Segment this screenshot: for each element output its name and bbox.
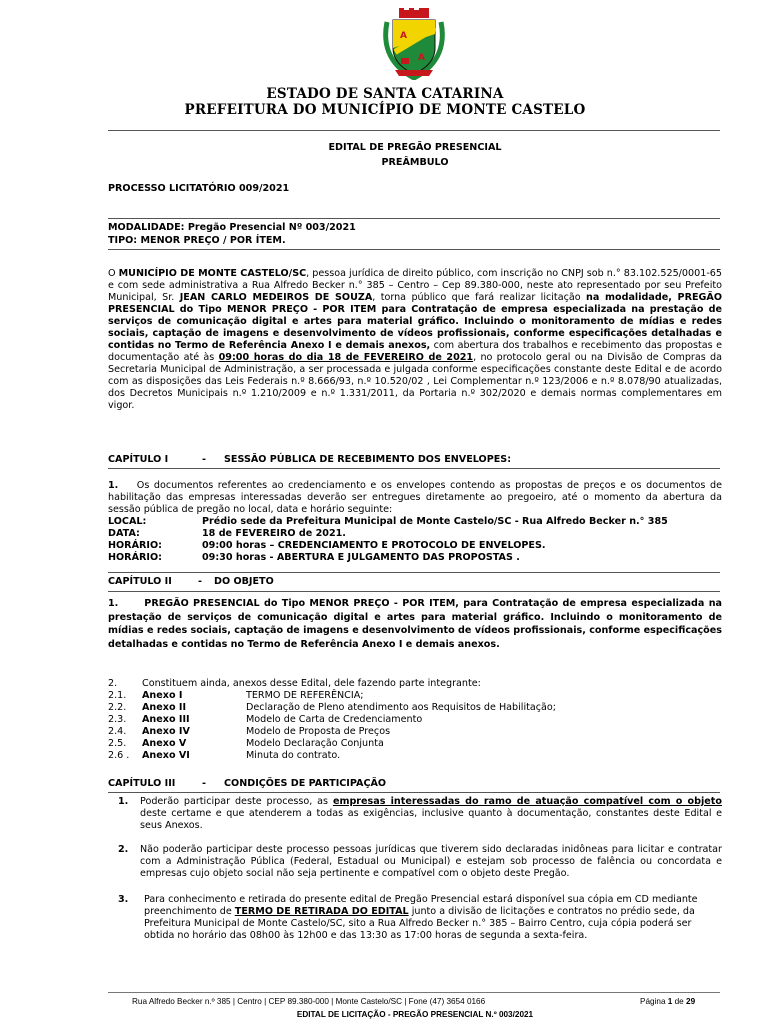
- data-label: DATA:: [108, 528, 140, 539]
- local-value: Prédio sede da Prefeitura Municipal de Monte Castelo/SC - Rua Alfredo Becker n.° 385: [202, 516, 668, 527]
- annex-name: Anexo II: [142, 702, 187, 713]
- annex-name: Anexo VI: [142, 750, 190, 761]
- chapter-2-dash: -: [198, 576, 202, 587]
- footer-page-number: Página 1 de 29: [640, 997, 696, 1006]
- city-title: PREFEITURA DO MUNICÍPIO DE MONTE CASTELO: [184, 102, 586, 118]
- annex-description: Modelo de Proposta de Preços: [246, 726, 391, 737]
- chapter-3-item-2-number: 2.: [118, 844, 129, 855]
- annex-name: Anexo V: [142, 738, 187, 749]
- annex-number: 2.1.: [108, 690, 127, 701]
- annex-description: Minuta do contrato.: [246, 750, 341, 761]
- chapter-2-number: CAPÍTULO II: [108, 576, 172, 587]
- svg-text:A: A: [418, 53, 425, 63]
- horario-2-value: 09:30 horas - ABERTURA E JULGAMENTO DAS PROPOSTAS .: [202, 552, 520, 563]
- local-label: LOCAL:: [108, 516, 147, 527]
- annex-number: 2.6 .: [108, 750, 130, 761]
- chapter-3-dash: -: [202, 778, 206, 789]
- chapter-3-title: CONDIÇÕES DE PARTICIPAÇÃO: [224, 778, 387, 789]
- chapter-3-item-1-text: Poderão participar deste processo, as empresas interessadas do ramo de atuação compatível com o objeto deste certame e que atenderem a todas as exigências, inclusive quanto à documentação, constantes deste Edital e seus Anexos.: [140, 796, 722, 831]
- chapter-2-item-2-number: 2.: [108, 678, 118, 689]
- divider: [108, 468, 720, 469]
- annex-number: 2.2.: [108, 702, 127, 713]
- horario-2-label: HORÁRIO:: [108, 552, 162, 563]
- annex-number: 2.3.: [108, 714, 127, 725]
- chapter-1-dash: -: [202, 454, 206, 465]
- preamble-paragraph: O MUNICÍPIO DE MONTE CASTELO/SC, pessoa jurídica de direito público, com inscrição no CNPJ sob n.° 83.102.525/0001-65 e com sede administrativa a Rua Alfredo Becker n.° 385 – Centro – Cep 89.380-000, neste ato representado por seu Prefeito Municipal, Sr. JEAN CARLO MEDEIROS DE SOUZA, torna público que fará realizar licitação na modalidade, PREGÃO PRESENCIAL do Tipo MENOR PREÇO - POR ITEM para Contratação de empresa especializada na prestação de serviços de comunicação digital e artes para material gráfico. Incluindo o monitoramento de mídias e redes sociais, captação de imagens e desenvolvimento de vídeos profissionais, conforme especificações detalhadas e contidas no Termo de Referência Anexo I e demais anexos, com abertura dos trabalhos e recebimento das propostas e documentação até às 09:00 horas do dia 18 de FEVEREIRO de 2021, no protocolo geral ou na Divisão de Compras da Secretaria Municipal de Administração, a ser processada e julgada conforme especificações constante deste Edital e de acordo com as disposições das Leis Federais n.º 8.666/93, n.º 10.520/02 , Lei Complementar n.º 123/2006 e n.º 8.078/90 atualizadas, dos Decretos Municipais n.º 1.210/2009 e n.º 1.331/2011, da Portaria n.º 302/2020 e demais normas complementares em vigor.: [108, 268, 722, 411]
- annex-name: Anexo III: [142, 714, 190, 725]
- footer-edital-line: EDITAL DE LICITAÇÃO - PREGÃO PRESENCIAL N.º 003/2021: [296, 1010, 534, 1019]
- divider: [108, 792, 720, 793]
- annex-name: Anexo IV: [142, 726, 190, 737]
- tipo-line: TIPO: MENOR PREÇO / POR ÍTEM.: [108, 235, 286, 246]
- divider: [108, 591, 720, 592]
- annex-description: Declaração de Pleno atendimento aos Requisitos de Habilitação;: [246, 702, 557, 713]
- chapter-3-item-3-number: 3.: [118, 894, 129, 905]
- annex-number: 2.4.: [108, 726, 127, 737]
- state-title: ESTADO DE SANTA CATARINA: [266, 86, 504, 102]
- divider: [108, 249, 720, 250]
- chapter-2-item-1: 1. PREGÃO PRESENCIAL do Tipo MENOR PREÇO - POR ITEM, para Contratação de empresa especializada na prestação de serviços de comunicação digital e artes para material gráfico. Incluindo o monitoramento de mídias e redes sociais, captação de imagens e desenvolvimento de vídeos profissionais, conforme especificações detalhadas e contidas no Termo de Referência Anexo I e demais anexos.: [108, 598, 723, 650]
- preambulo-heading: PREÂMBULO: [381, 157, 449, 168]
- chapter-1-item-1: 1. Os documentos referentes ao credenciamento e os envelopes contendo as propostas de preços e os documentos de habilitação das empresas interessadas deverão ser entregues diretamente ao pregoeiro, até o momento da abertura da sessão pública de pregão no local, data e horário seguinte:: [108, 480, 722, 515]
- chapter-3-item-1-number: 1.: [118, 796, 129, 807]
- annex-description: Modelo de Carta de Credenciamento: [246, 714, 423, 725]
- footer-divider: [108, 992, 720, 993]
- svg-text:A: A: [400, 31, 407, 41]
- annex-description: Modelo Declaração Conjunta: [246, 738, 384, 749]
- annex-number: 2.5.: [108, 738, 127, 749]
- data-value: 18 de FEVEREIRO de 2021.: [202, 528, 346, 539]
- chapter-1-number: CAPÍTULO I: [108, 454, 169, 465]
- divider: [108, 130, 720, 131]
- edital-heading: EDITAL DE PREGÃO PRESENCIAL: [328, 142, 502, 153]
- divider: [108, 572, 720, 573]
- horario-1-value: 09:00 horas – CREDENCIAMENTO E PROTOCOLO DE ENVELOPES.: [202, 540, 546, 551]
- chapter-3-number: CAPÍTULO III: [108, 778, 176, 789]
- chapter-3-item-3-text: Para conhecimento e retirada do presente edital de Pregão Presencial estará disponível sua cópia em CD mediante preenchimento de TERMO DE RETIRADA DO EDITAL junto a divisão de licitações e contratos no prédio sede, da Prefeitura Municipal de Monte Castelo/SC, sito a Rua Alfredo Becker n.° 385 – Bairro Centro, cuja cópia poderá ser obtida no horário das 08h00 às 12h00 e das 13:30 as 17:00 horas de segunda a sexta-feira.: [144, 894, 698, 941]
- chapter-3-item-2-text: Não poderão participar deste processo pessoas jurídicas que tiverem sido declaradas inidôneas para licitar e contratar com a Administração Pública (Federal, Estadual ou Municipal) e estejam sob processo de falência ou concordata e empresas cujo objeto social não seja pertinente e compatível com o objeto deste Pregão.: [140, 844, 722, 879]
- coat-of-arms-icon: [381, 8, 447, 80]
- annex-description: TERMO DE REFERÊNCIA;: [246, 690, 364, 701]
- processo-line: PROCESSO LICITATÓRIO 009/2021: [108, 183, 290, 194]
- footer-address: Rua Alfredo Becker n.º 385 | Centro | CEP 89.380-000 | Monte Castelo/SC | Fone (47) 3654 0166: [132, 997, 486, 1006]
- modalidade-line: MODALIDADE: Pregão Presencial Nº 003/2021: [108, 222, 356, 233]
- horario-1-label: HORÁRIO:: [108, 540, 162, 551]
- chapter-2-item-2-text: Constituem ainda, anexos desse Edital, dele fazendo parte integrante:: [142, 678, 481, 689]
- chapter-2-title: DO OBJETO: [214, 576, 274, 587]
- divider: [108, 218, 720, 219]
- annex-name: Anexo I: [142, 690, 183, 701]
- chapter-1-title: SESSÃO PÚBLICA DE RECEBIMENTO DOS ENVELOPES:: [224, 454, 512, 465]
